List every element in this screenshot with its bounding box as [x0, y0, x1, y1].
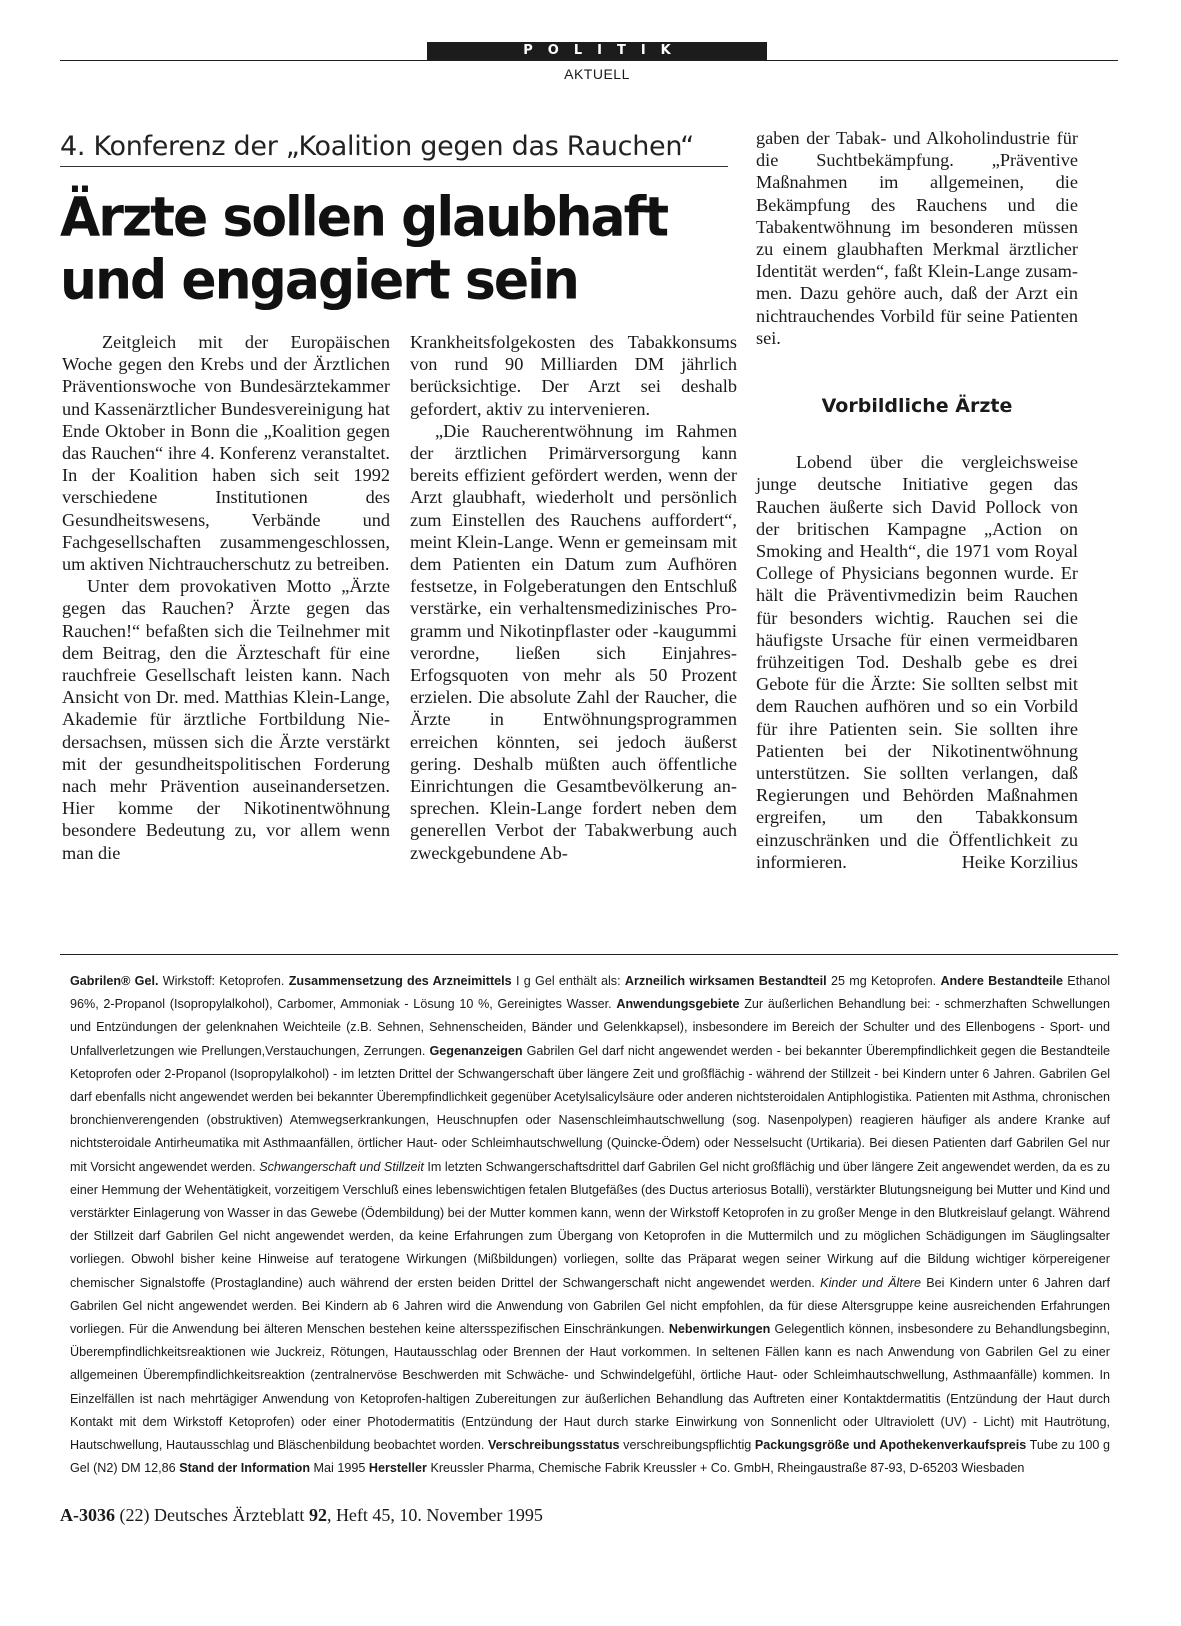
ad-heading: Zusammensetzung des Arzneimittels [288, 974, 512, 988]
ad-heading: Verschreibungsstatus [487, 1438, 620, 1453]
section-label: POLITIK [427, 42, 767, 60]
drug-information-text [70, 970, 1110, 1480]
ad-text: Zur äußerlichen Behandlung bei: - schmerzhaften Schwellungen und Entzündungen der gelenknahen Weichteile (z.B. Sehnen, Sehnenscheiden, Bänder und Gelenkkapsel), insbesondere im Bereich der Schulter und des Ellenbogens - Sport- und Unfallverletzungen wie Prellungen,Verstauchungen, Zerrungen. [70, 997, 1110, 1058]
volume-number: 92 [308, 1505, 327, 1525]
headline-line-1: Ärzte sollen glaubhaft [60, 186, 668, 249]
article-bottom-rule [60, 954, 1118, 955]
article-kicker: 4. Konferenz der „Koalition gegen das Rauchen“ [60, 131, 694, 162]
ad-text: Ethanol 96%, 2-Propanol (Isopropylalkohol), Carbomer, Ammoniak - Lösung 10 %, Gereinigtes Wasser. [70, 974, 1111, 1012]
article-headline [60, 186, 740, 312]
subsection-label: AKTUELL [564, 66, 630, 82]
ad-text: Im letzten Schwangerschaftsdrittel darf Gabrilen Gel nicht großflächig und über längere Zeit angewendet werden, da es zu einer Hemmung der Wehentätigkeit, vorzeitigem Verschluß eines lebenswichtigen fetalen Blutgefäßes (des Ductus arteriosus Botalli), verstärkter Blutungsneigung bei Mutter und Kind und verstärkter Einlagerung von Wasser in das Gewebe (Ödembildung) bei der Mutter kommen kann, wenn der Wirkstoff Ketoprofen in zu großer Menge in den Blutkreislauf gelangt. Während der Stillzeit darf Gabrilen Gel nicht angewendet werden, da keine Erfahrungen zum Übergang von Ketoprofen in die Muttermilch und zu möglichen Schädigungen im Säuglingsalter vorliegen. Obwohl bisher keine Hinweise auf teratogene Wirkungen (Mißbildungen) vorliegen, sollte das Präparat wegen seiner Wirkung auf die Bildung wichtiger körpereigener chemischer Signalstoffe (Prostaglandine) auch während der ersten beiden Drittel der Schwangerschaft nicht angewendet werden. [70, 1159, 1110, 1290]
paragraph: Unter dem provokativen Motto „Ärzte gegen das Rauchen? Ärzte gegen das Rauchen!“ befaßten sich die Teilnehmer mit dem Beitrag, den die Ärzteschaft für eine rauchfreie Gesellschaft leisten kann. Nach Ansicht von Dr. med. Matthias Klein-Lange, Akademie für ärztliche Fortbildung Niedersachsen, müssen sich die Ärzte verstärkt mit der gesundheitspolitischen Forderung nach mehr Prävention auseinandersetzen. Hier komme der Nikotinentwöhnung besondere Bedeutung zu, vor allem wenn man die [62, 576, 390, 863]
headline-line-2: und engagiert sein [60, 249, 578, 312]
ad-heading: Andere Bestandteile [940, 974, 1064, 988]
paragraph: gaben der Tabak- und Alkoholindustrie für die Suchtbekämpfung. „Präventive Maßnahmen im allgemeinen, die Bekämpfung des Rauchens und die Tabakentwöhnung im besonderen müssen zu einem glaubhaften Merkmal ärztlicher Identität werden“, faßt Klein-Lange zusammen. Dazu gehöre auch, daß der Arzt ein nichtrauchendes Vorbild für seine Patienten sei. [756, 128, 1078, 348]
footer-text: (22) Deutsches Ärzteblatt [115, 1505, 309, 1525]
article-column-1 [62, 331, 390, 864]
ad-heading: Nebenwirkungen [668, 1322, 771, 1337]
ad-subheading: Schwangerschaft und Stillzeit [259, 1159, 424, 1174]
header-rule [60, 60, 1118, 61]
footer-text: , Heft 45, 10. November 1995 [326, 1505, 543, 1525]
ad-text: Tube zu 100 g Gel (N2) DM 12,86 [70, 1438, 1110, 1476]
article-column-3 [756, 127, 1078, 873]
author-name: Heike Korzilius [961, 852, 1078, 873]
article-column-2 [410, 331, 737, 864]
paragraph: Krankheitsfolgekosten des Tabakkonsums von rund 90 Milliarden DM jährlich berücksichtige. Der Arzt sei deshalb gefordert, aktiv zu intervenieren. [410, 332, 737, 419]
paragraph: Zeitgleich mit der Europäischen Woche gegen den Krebs und der Ärztlichen Präventionswoche von Bundesärztekammer und Kassenärztlicher Bundesvereinigung hat Ende Oktober in Bonn die „Koalition gegen das Rauchen“ ihre 4. Konferenz veranstaltet. In der Koalition haben sich seit 1992 verschiedene Institutionen des Gesundheitswesens, Verbände und Fachgesellschaften zusammengeschlossen, um aktiven Nichtraucherschutz zu betreiben. [62, 332, 390, 575]
ad-heading: Packungsgröße und Apothekenverkaufspreis [754, 1438, 1027, 1453]
paragraph: „Die Raucherentwöhnung im Rahmen der ärztlichen Primärversorgung kann bereits effizient gefördert werden, wenn der Arzt glaubhaft, wiederholt und persönlich zum Einstellen des Rauchens auffordert“, meint Klein-Lange. Wenn er gemeinsam mit dem Patienten ein Datum zum Aufhören festsetze, in Folgeberatungen den Entschluß verstärke, ein verhaltensmedizinisches Programm und Nikotinpflaster oder -kaugummi verordne, ließen sich Einjahres-Erfogsquoten von mehr als 50 Prozent erzielen. Die absolute Zahl der Raucher, die Ärzte in Entwöhnungsprogrammen erreichen könnten, sei jedoch äußerst gering. Deshalb müßten auch öffentliche Einrichtungen die Gesamtbevölkerung ansprechen. Klein-Lange fordert neben dem generellen Verbot der Tabakwerbung auch zweckgebundene Ab- [410, 420, 737, 863]
ad-text: 25 mg Ketoprofen. [826, 974, 941, 988]
ad-text: Gabrilen Gel darf nicht angewendet werden - bei bekannter Überempfindlichkeit gegen die Bestandteile Ketoprofen oder 2-Propanol (Isopropylalkohol) - im letzten Drittel der Schwangerschaft über längere Zeit und großflächig - während der Stillzeit - bei Kindern unter 6 Jahren. Gabrilen Gel darf ebenfalls nicht angewendet werden bei bekannter Überempfindlichkeit gegenüber Acetylsalicylsäure oder anderen nichtsteroidalen Antiphlogistika. Patienten mit Asthma, chronischen bronchienverengenden (obstruktiven) Atemwegserkrankungen, Heuschnupfen oder Nasenschleimhautschwellung (sog. Nasenpolypen) reagieren häufiger als andere Kranke auf nichtsteroidale Antirheumatika mit Asthmaanfällen, örtlicher Haut- oder Schleimhautschwellung (Quincke-Ödem) oder Nesselsucht (Urtikaria). Bei diesen Patienten darf Gabrilen Gel nur mit Vorsicht angewendet werden. [70, 1043, 1111, 1174]
ad-text: Kreussler Pharma, Chemische Fabrik Kreussler + Co. GmbH, Rheingaustraße 87-93, D-65203 Wiesbaden [426, 1461, 1025, 1476]
ad-text: Gelegentlich können, insbesondere zu Behandlungsbeginn, Überempfindlichkeitsreaktionen wie Juckreiz, Rötungen, Hautausschlag oder Brennen der Haut vorkommen. In seltenen Fällen kann es nach Anwendung von Gabrilen Gel zu einer allgemeinen Überempfindlichkeitsreaktion (zentralnervöse Beschwerden mit Schwäche- und Schwindelgefühl, örtliche Haut- oder Schleimhautschwellung, Asthmaanfälle) kommen. In Einzelfällen ist nach mehrtägiger Anwendung von Ketoprofen-haltigen Zubereitungen zur äußerlichen Behandlung das Auftreten einer Kontaktdermatitis (Entzündung der Haut durch Kontakt mit dem Wirkstoff Ketoprofen) oder einer Photodermatitis (Entzündung der Haut durch starke Einwirkung von Sonnenlicht oder Ultraviolett (UV) - Licht) mit Hautrötung, Hautschwellung, Hautausschlag und Bläschenbildung beobachtet worden. [70, 1322, 1110, 1453]
page-code: A-3036 [60, 1505, 115, 1525]
ad-heading: Anwendungsgebiete [616, 997, 740, 1012]
page-footer [60, 1505, 543, 1526]
ad-heading: Stand der Information [179, 1461, 311, 1476]
ad-text: Wirkstoff: Ketoprofen. [158, 974, 289, 988]
ad-product-name: Gabrilen® Gel. [70, 974, 159, 988]
ad-text: verschreibungspflichtig [619, 1438, 755, 1453]
ad-heading: Hersteller [368, 1461, 427, 1476]
ad-text: Bei Kindern unter 6 Jahren darf Gabrilen Gel nicht angewendet werden. Bei Kindern ab 6 Jahren wird die Anwendung von Gabrilen Gel nicht empfohlen, da für diese Altersgruppe keine ausreichenden Erfahrungen vorliegen. Für die Anwendung bei älteren Menschen bestehen keine altersspezifischen Einschränkungen. [70, 1275, 1110, 1337]
ad-heading: Gegenanzeigen [429, 1043, 523, 1058]
section-subheading: Vorbildliche Ärzte [821, 395, 1013, 418]
kicker-underline [60, 166, 728, 167]
ad-subheading: Kinder und Ältere [820, 1275, 921, 1290]
ad-text: Mai 1995 [310, 1461, 369, 1476]
paragraph: Lobend über die vergleichsweise junge deutsche Initiative gegen das Rauchen äußerte sich David Pollock von der britischen Kampagne „Action on Smoking and Health“, die 1971 vom Royal College of Physicians begonnen wurde. Er hält die Präventivmedizin beim Rauchen für besonders wichtig. Rauchen sei die häufigste Ursache für einen vermeidbaren frühzeitigen Tod. Deshalb gebe es drei Gebote für die Ärzte: Sie sollten selbst mit dem Rauchen aufhören und so ein Vorbild für ihre Patienten sein. Sie sollten ihre Patienten bei der Nikotinentwöhnung unterstützen. Sie sollten verlangen, daß Regierungen und Behörden Maßnahmen ergreifen, um den Tabakkonsum einzuschränken und die Öffentlichkeit zu informieren. [756, 452, 1078, 872]
ad-heading: Arzneilich wirksamen Bestandteil [624, 974, 827, 988]
ad-text: I g Gel enthält als: [511, 974, 625, 988]
